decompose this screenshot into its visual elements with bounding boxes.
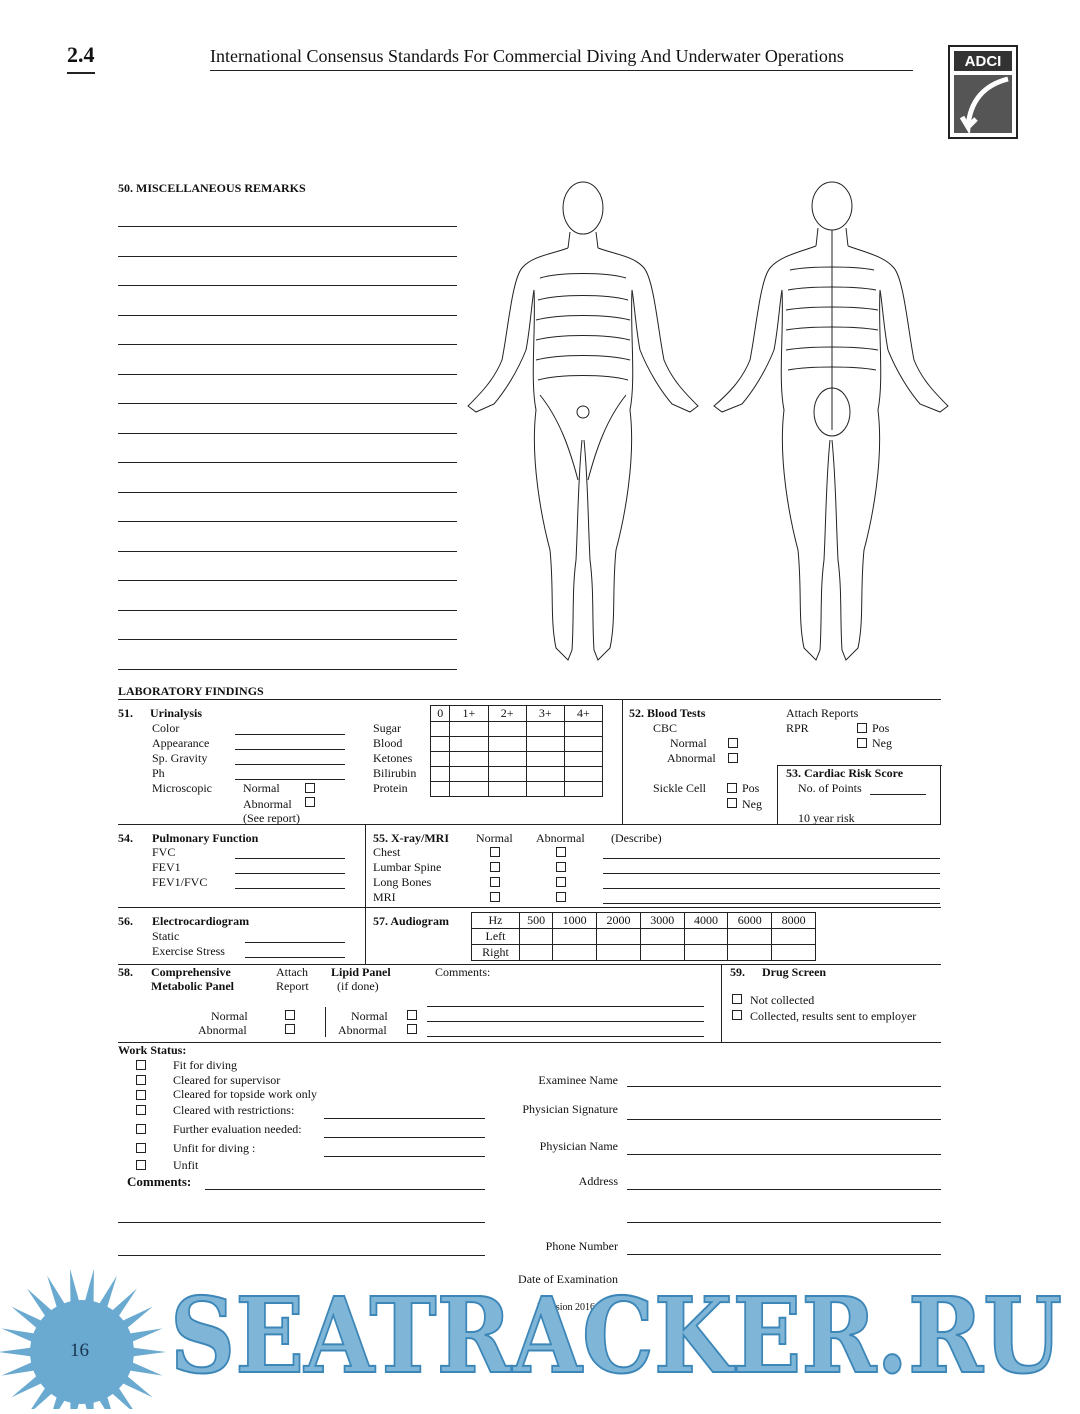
- grid-cell[interactable]: [431, 722, 450, 737]
- urine-row-label: Ketones: [373, 751, 413, 765]
- cbc-normal-label: Normal: [670, 736, 707, 750]
- further-evaluation-input[interactable]: [324, 1137, 485, 1138]
- audiogram-cell[interactable]: [728, 945, 772, 961]
- grid-cell[interactable]: [488, 722, 526, 737]
- rpr-neg-checkbox[interactable]: [857, 738, 867, 748]
- sickle-pos-checkbox[interactable]: [727, 783, 737, 793]
- cardiac-title: 53. Cardiac Risk Score: [786, 766, 904, 780]
- appearance-input[interactable]: [235, 749, 345, 750]
- cardiac-risk-label: 10 year risk: [798, 811, 855, 825]
- divider: [118, 907, 941, 908]
- urinalysis-grid: [430, 705, 603, 797]
- divider: [365, 824, 366, 908]
- grid-col-header: 1+: [450, 706, 488, 722]
- cmp-normal-label: Normal: [211, 1009, 248, 1023]
- work-status-checkbox[interactable]: [136, 1060, 146, 1070]
- audiogram-freq: 3000: [640, 913, 684, 929]
- lipid-abnormal-label: Abnormal: [338, 1023, 387, 1037]
- remarks-line[interactable]: [118, 492, 457, 493]
- cmp-title-2: Metabolic Panel: [151, 979, 234, 993]
- xray-mri-normal-checkbox[interactable]: [490, 892, 500, 902]
- urinalysis-title: Urinalysis: [150, 706, 203, 720]
- grid-cell[interactable]: [431, 752, 450, 767]
- remarks-line[interactable]: [118, 315, 457, 316]
- sp-gravity-input[interactable]: [235, 764, 345, 765]
- audiogram-grid: [471, 912, 816, 961]
- work-status-option: Cleared for supervisor: [173, 1073, 281, 1087]
- work-status-option: Unfit for diving :: [173, 1141, 256, 1155]
- grid-cell[interactable]: [450, 767, 488, 782]
- work-status-title: Work Status:: [118, 1043, 187, 1057]
- work-status-option: Cleared for topside work only: [173, 1087, 317, 1101]
- divider: [118, 1042, 941, 1043]
- audiogram-row-label: Left: [472, 929, 520, 945]
- remarks-line[interactable]: [118, 462, 457, 463]
- microscopic-label: Microscopic: [152, 781, 212, 795]
- lab-findings-title: LABORATORY FINDINGS: [118, 684, 264, 698]
- sickle-neg-label: Neg: [742, 797, 762, 811]
- grid-cell[interactable]: [431, 737, 450, 752]
- urinalysis-num: 51.: [118, 706, 133, 720]
- phone-number-label: Phone Number: [545, 1239, 618, 1253]
- section-number: 2.4: [67, 42, 95, 67]
- drug-option-label: Collected, results sent to employer: [750, 1009, 917, 1023]
- divider: [940, 765, 941, 824]
- sickle-cell-label: Sickle Cell: [653, 781, 706, 795]
- cmp-abnormal-label: Abnormal: [198, 1023, 247, 1037]
- cmp-attach-2: Report: [276, 979, 309, 993]
- ph-input[interactable]: [235, 779, 345, 780]
- lab-comments-input[interactable]: [427, 1036, 704, 1037]
- sickle-pos-label: Pos: [742, 781, 760, 795]
- lab-comments-input[interactable]: [427, 1006, 704, 1007]
- pulmonary-num: 54.: [118, 831, 133, 845]
- ecg-title: Electrocardiogram: [152, 914, 250, 928]
- remarks-line[interactable]: [118, 610, 457, 611]
- ecg-static-input[interactable]: [245, 942, 345, 943]
- grid-cell[interactable]: [564, 767, 602, 782]
- revision-label: Revision 2016: [537, 1302, 596, 1313]
- audiogram-cell[interactable]: [520, 929, 553, 945]
- microscopic-abnormal-label: Abnormal: [243, 797, 292, 811]
- urinalysis-field: Ph: [152, 766, 165, 780]
- urine-row-label: Protein: [373, 781, 408, 795]
- audiogram-row-label: Right: [472, 945, 520, 961]
- divider: [325, 1007, 326, 1037]
- divider: [721, 964, 722, 1042]
- sun-ray: [70, 1269, 79, 1303]
- drug-option-label: Not collected: [750, 993, 815, 1007]
- lipid-if-done: (if done): [337, 979, 379, 993]
- pulmonary-title: Pulmonary Function: [152, 831, 259, 845]
- grid-cell[interactable]: [488, 767, 526, 782]
- rpr-label: RPR: [786, 721, 809, 735]
- microscopic-normal-checkbox[interactable]: [305, 783, 315, 793]
- sun-ray: [132, 1348, 166, 1357]
- audiogram-cell[interactable]: [728, 929, 772, 945]
- audiogram-freq: 2000: [597, 913, 641, 929]
- logo-text: ADCI: [964, 53, 1002, 70]
- fvc-input[interactable]: [235, 858, 345, 859]
- grid-cell[interactable]: [526, 782, 564, 797]
- divider: [118, 824, 941, 825]
- urinalysis-field: Appearance: [152, 736, 210, 750]
- audiogram-cell[interactable]: [684, 929, 728, 945]
- audiogram-cell[interactable]: [553, 945, 597, 961]
- remarks-line[interactable]: [118, 403, 457, 404]
- xray-row-label: Long Bones: [373, 875, 432, 889]
- work-status-checkbox[interactable]: [136, 1160, 146, 1170]
- address-label: Address: [578, 1174, 618, 1188]
- audiogram-freq: 4000: [684, 913, 728, 929]
- grid-cell[interactable]: [526, 737, 564, 752]
- xray-row-label: Lumbar Spine: [373, 860, 442, 874]
- sun-ray: [47, 1276, 65, 1309]
- sun-ray: [0, 1348, 32, 1357]
- xray-row-label: Chest: [373, 845, 401, 859]
- grid-cell[interactable]: [526, 767, 564, 782]
- sun-watermark-icon: [0, 1250, 175, 1409]
- pulmonary-field: FEV1: [152, 860, 181, 874]
- cbc-abnormal-label: Abnormal: [667, 751, 716, 765]
- fev1-fvc-input[interactable]: [235, 888, 345, 889]
- grid-cell[interactable]: [564, 752, 602, 767]
- unfit-reason-input[interactable]: [324, 1156, 485, 1157]
- lipid-normal-checkbox[interactable]: [407, 1010, 417, 1020]
- xray-row-label: MRI: [373, 890, 396, 904]
- color-input[interactable]: [235, 734, 345, 735]
- address-input[interactable]: [627, 1222, 941, 1223]
- ecg-num: 56.: [118, 914, 133, 928]
- audiogram-cell[interactable]: [597, 929, 641, 945]
- grid-col-header: 0: [431, 706, 450, 722]
- grid-cell[interactable]: [564, 722, 602, 737]
- grid-cell[interactable]: [431, 782, 450, 797]
- urine-row-label: Blood: [373, 736, 403, 750]
- pulmonary-field: FVC: [152, 845, 176, 859]
- xray-lumbar-abnormal-checkbox[interactable]: [556, 862, 566, 872]
- work-status-option: Cleared with restrictions:: [173, 1103, 295, 1117]
- audiogram-cell[interactable]: [553, 929, 597, 945]
- cmp-num: 58.: [118, 965, 133, 979]
- cardiac-points-label: No. of Points: [798, 781, 862, 795]
- lab-comments-input[interactable]: [427, 1021, 704, 1022]
- grid-cell[interactable]: [526, 752, 564, 767]
- audiogram-cell[interactable]: [684, 945, 728, 961]
- xray-describe-input[interactable]: [603, 873, 940, 874]
- sun-ray: [85, 1269, 94, 1303]
- work-status-checkbox[interactable]: [136, 1075, 146, 1085]
- grid-cell[interactable]: [488, 737, 526, 752]
- audiogram-freq: 6000: [728, 913, 772, 929]
- rpr-neg-label: Neg: [872, 736, 892, 750]
- restrictions-input[interactable]: [324, 1118, 485, 1119]
- physician-signature-label: Physician Signature: [522, 1102, 618, 1116]
- work-comments-input[interactable]: [205, 1189, 485, 1190]
- audiogram-cell[interactable]: [520, 945, 553, 961]
- lipid-abnormal-checkbox[interactable]: [407, 1024, 417, 1034]
- physician-name-input[interactable]: [627, 1154, 941, 1155]
- audiogram-freq: 8000: [772, 913, 816, 929]
- examinee-name-label: Examinee Name: [538, 1073, 618, 1087]
- cbc-label: CBC: [653, 721, 678, 735]
- phone-number-input[interactable]: [627, 1254, 941, 1255]
- work-status-option: Unfit: [173, 1158, 199, 1172]
- drug-title: Drug Screen: [762, 965, 827, 979]
- work-status-checkbox[interactable]: [136, 1143, 146, 1153]
- dermatome-diagram: [460, 180, 950, 675]
- audiogram-freq: 1000: [553, 913, 597, 929]
- fev1-input[interactable]: [235, 873, 345, 874]
- physician-name-label: Physician Name: [539, 1139, 618, 1153]
- sun-ray: [1, 1328, 35, 1342]
- grid-cell[interactable]: [564, 782, 602, 797]
- microscopic-normal-label: Normal: [243, 781, 280, 795]
- remarks-line[interactable]: [118, 551, 457, 552]
- work-status-option: Further evaluation needed:: [173, 1122, 302, 1136]
- lab-comments-label: Comments:: [435, 965, 491, 979]
- work-status-checkbox[interactable]: [136, 1105, 146, 1115]
- section-underline: [67, 72, 95, 74]
- remarks-title: 50. MISCELLANEOUS REMARKS: [118, 181, 306, 195]
- ecg-field: Exercise Stress: [152, 944, 225, 958]
- audiogram-cell[interactable]: [640, 945, 684, 961]
- grid-cell[interactable]: [488, 782, 526, 797]
- cbc-abnormal-checkbox[interactable]: [728, 753, 738, 763]
- audiogram-cell[interactable]: [772, 929, 816, 945]
- urine-row-label: Sugar: [373, 721, 401, 735]
- remarks-line[interactable]: [118, 669, 457, 670]
- divider: [118, 699, 941, 700]
- ecg-stress-input[interactable]: [245, 957, 345, 958]
- xray-title: 55. X-ray/MRI: [373, 831, 449, 845]
- work-status-checkbox[interactable]: [136, 1090, 146, 1100]
- examinee-name-input[interactable]: [627, 1086, 941, 1087]
- urinalysis-field: Color: [152, 721, 180, 735]
- grid-cell[interactable]: [450, 722, 488, 737]
- audiogram-cell[interactable]: [597, 945, 641, 961]
- physician-signature-input[interactable]: [627, 1119, 941, 1120]
- front-body-figure: [468, 182, 698, 660]
- audiogram-cell[interactable]: [772, 945, 816, 961]
- ecg-field: Static: [152, 929, 180, 943]
- watermark-text: SEATRACKER.RU: [170, 1274, 1062, 1384]
- page-title: International Consensus Standards For Commercial Diving And Underwater Operations: [210, 46, 844, 66]
- remarks-line[interactable]: [118, 256, 457, 257]
- sun-ray: [129, 1328, 163, 1342]
- urine-row-label: Bilirubin: [373, 766, 417, 780]
- work-comments-label: Comments:: [127, 1174, 192, 1189]
- sun-ray: [129, 1362, 163, 1376]
- xray-chest-normal-checkbox[interactable]: [490, 847, 500, 857]
- grid-cell[interactable]: [450, 752, 488, 767]
- see-report-label: (See report): [243, 811, 300, 825]
- xray-chest-abnormal-checkbox[interactable]: [556, 847, 566, 857]
- rpr-pos-checkbox[interactable]: [857, 723, 867, 733]
- grid-col-header: 4+: [564, 706, 602, 722]
- microscopic-abnormal-checkbox[interactable]: [305, 797, 315, 807]
- cmp-title-1: Comprehensive: [151, 965, 231, 979]
- grid-cell[interactable]: [450, 737, 488, 752]
- page-number: 16: [70, 1340, 89, 1361]
- work-status-option: Fit for diving: [173, 1058, 238, 1072]
- attach-reports-label: Attach Reports: [786, 706, 859, 720]
- audiogram-cell[interactable]: [640, 929, 684, 945]
- cmp-abnormal-checkbox[interactable]: [285, 1024, 295, 1034]
- remarks-line[interactable]: [118, 226, 457, 227]
- remarks-line[interactable]: [118, 344, 457, 345]
- grid-col-header: 2+: [488, 706, 526, 722]
- xray-describe-input[interactable]: [603, 888, 940, 889]
- date-of-examination-label: Date of Examination: [518, 1272, 618, 1286]
- rpr-pos-label: Pos: [872, 721, 890, 735]
- xray-describe-header: (Describe): [611, 831, 662, 845]
- drug-collected-checkbox[interactable]: [732, 1010, 742, 1020]
- address-input[interactable]: [627, 1189, 941, 1190]
- grid-cell[interactable]: [488, 752, 526, 767]
- lipid-normal-label: Normal: [351, 1009, 388, 1023]
- audiogram-title: 57. Audiogram: [373, 914, 450, 928]
- cbc-normal-checkbox[interactable]: [728, 738, 738, 748]
- adci-logo: [948, 45, 1018, 139]
- work-comments-input[interactable]: [118, 1222, 485, 1223]
- xray-describe-input[interactable]: [603, 858, 940, 859]
- remarks-line[interactable]: [118, 374, 457, 375]
- blood-tests-title: 52. Blood Tests: [629, 706, 706, 720]
- urinalysis-field: Sp. Gravity: [152, 751, 208, 765]
- grid-col-header: 3+: [526, 706, 564, 722]
- audiogram-hz-header: Hz: [472, 913, 520, 929]
- xray-abnormal-header: Abnormal: [536, 831, 585, 845]
- lipid-title: Lipid Panel: [331, 965, 391, 979]
- xray-lumbar-normal-checkbox[interactable]: [490, 862, 500, 872]
- cmp-normal-checkbox[interactable]: [285, 1010, 295, 1020]
- grid-cell[interactable]: [431, 767, 450, 782]
- remarks-line[interactable]: [118, 433, 457, 434]
- title-underline: [210, 70, 913, 71]
- divider: [622, 699, 623, 824]
- drug-num: 59.: [730, 965, 745, 979]
- grid-cell[interactable]: [450, 782, 488, 797]
- sickle-neg-checkbox[interactable]: [727, 798, 737, 808]
- audiogram-freq: 500: [520, 913, 553, 929]
- remarks-line[interactable]: [118, 285, 457, 286]
- work-status-checkbox[interactable]: [136, 1124, 146, 1134]
- divider: [365, 907, 366, 964]
- xray-mri-abnormal-checkbox[interactable]: [556, 892, 566, 902]
- grid-cell[interactable]: [526, 722, 564, 737]
- sun-ray: [99, 1276, 117, 1309]
- pulmonary-field: FEV1/FVC: [152, 875, 208, 889]
- xray-normal-header: Normal: [476, 831, 513, 845]
- xray-longbones-normal-checkbox[interactable]: [490, 877, 500, 887]
- xray-describe-input[interactable]: [603, 903, 940, 904]
- grid-cell[interactable]: [564, 737, 602, 752]
- remarks-line[interactable]: [118, 639, 457, 640]
- cardiac-points-input[interactable]: [870, 794, 926, 795]
- seatracker-watermark: [170, 1274, 1070, 1384]
- cmp-attach-1: Attach: [276, 965, 308, 979]
- sun-ray: [1, 1362, 35, 1376]
- remarks-line[interactable]: [118, 580, 457, 581]
- xray-longbones-abnormal-checkbox[interactable]: [556, 877, 566, 887]
- drug-not-collected-checkbox[interactable]: [732, 994, 742, 1004]
- back-body-figure: [714, 182, 948, 660]
- remarks-line[interactable]: [118, 521, 457, 522]
